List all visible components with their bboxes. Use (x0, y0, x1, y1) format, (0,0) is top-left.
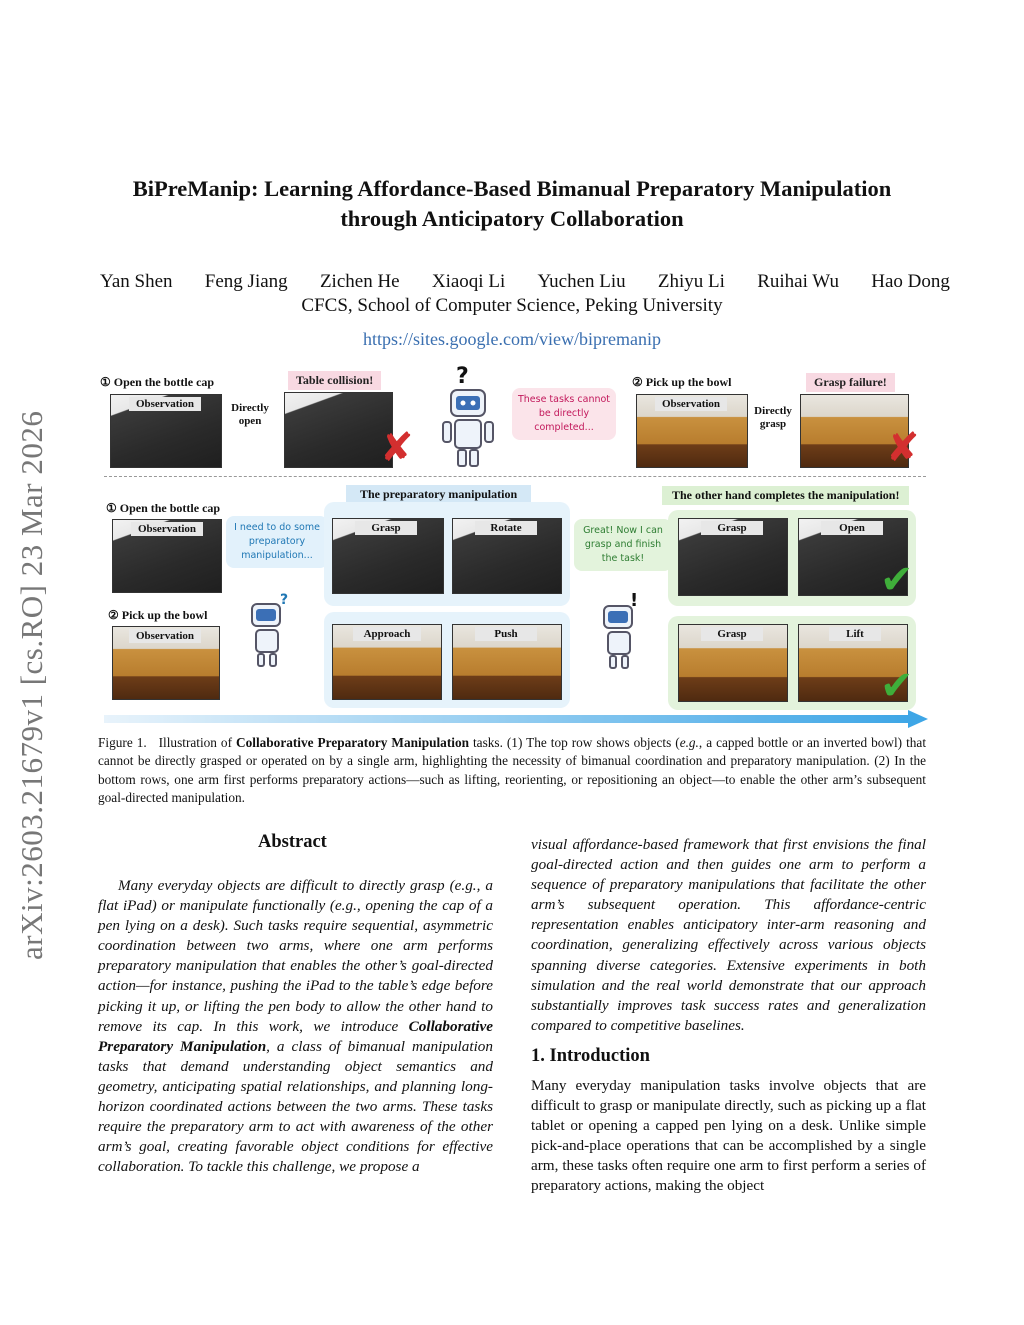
figure-1 (96, 362, 932, 734)
observation-bottle-photo (110, 394, 222, 468)
author: Hao Dong (871, 271, 950, 292)
grasp-tag: Grasp (701, 521, 763, 535)
success-check-icon: ✔ (880, 557, 914, 603)
push-photo (452, 624, 562, 700)
observation-bowl-photo (112, 626, 220, 700)
top-task1-label: ① Open the bottle cap (100, 375, 215, 389)
arxiv-sidebar: arXiv:2603.21679v1 [cs.RO] 23 Mar 2026 (14, 410, 49, 960)
figure-caption: Figure 1. Illustration of Collaborative Preparatory Manipulation tasks. (1) The top row shows objects (e.g., a capped bottle or an inverted bowl) that cannot be directly grasped or operated on by a single arm, highlighting the necessity of bimanual coordination and preparatory manipulation. (2) In the bottom rows, one arm first performs preparatory actions—such as lifting, reorienting, or repositioning an object—to enable the other arm’s subsequent goal-directed manipulation. (98, 735, 927, 805)
failure-cross-icon: ✘ (380, 425, 414, 471)
table-collision-tag: Table collision! (288, 371, 381, 390)
robot-icon (439, 386, 499, 472)
push-tag: Push (475, 627, 537, 641)
exclamation-icon: ! (630, 590, 639, 611)
paper-title: BiPreManip: Learning Affordance-Based Bimanual Preparatory Manipulation through Anticipatory Collaboration (132, 176, 892, 231)
failure-cross-icon: ✘ (886, 425, 920, 471)
success-check-icon: ✔ (880, 663, 914, 709)
robot-thinking-icon (242, 600, 292, 668)
project-link[interactable]: https://sites.google.com/view/bipremanip (363, 329, 661, 349)
robot-happy-icon (594, 602, 644, 670)
bottom-task2-label: ② Pick up the bowl (108, 608, 208, 622)
grasp-tag: Grasp (701, 627, 763, 641)
rotate-tag: Rotate (475, 521, 537, 535)
observation-tag: Observation (129, 629, 201, 643)
author: Yuchen Liu (537, 271, 626, 292)
directly-grasp-label: Directly grasp (754, 405, 792, 430)
observation-bottle-photo (112, 519, 222, 593)
open-tag: Open (821, 521, 883, 535)
lift-tag: Lift (829, 627, 881, 641)
abstract-text-right: visual affordance-based framework that first envisions the final goal-directed action and then guides one arm to perform a sequence of preparatory manipulations that facilitate the other arm’s subsequent operation. This affordance-centric representation enables anticipatory inter-arm reasoning and coordination, generalizing effectively across various objects spanning diverse categories. Extensive experiments in both simulation and the real world demonstrate that our approach substantially improves task success rates and generalization compared to competitive baselines. (531, 836, 926, 1034)
author: Zichen He (319, 271, 400, 292)
author: Ruihai Wu (757, 271, 839, 292)
author: Feng Jiang (204, 271, 288, 292)
grasp-photo-completion (678, 518, 788, 596)
observation-tag: Observation (129, 397, 201, 411)
author-list (100, 271, 950, 293)
divider-line (104, 476, 926, 477)
observation-tag: Observation (131, 522, 203, 536)
question-mark-icon: ? (456, 364, 469, 389)
bottom-task1-label: ① Open the bottle cap (106, 501, 221, 515)
introduction-text: Many everyday manipulation tasks involve objects that are difficult to grasp or manipulate directly, such as picking up a flat tablet or opening a capped pen lying on a desk. Unlike simple pick-and-place operations that can be accomplished by a single arm, these tasks often require one arm to first perform a series of preparatory actions, making the object (531, 1077, 926, 1195)
question-mark-icon: ? (280, 592, 289, 608)
speech-bubble-right: Great! Now I can grasp and finish the task! (574, 519, 672, 571)
speech-bubble-left: I need to do some preparatory manipulation... (226, 516, 328, 568)
observation-tag: Observation (655, 397, 727, 411)
grasp-failure-tag: Grasp failure! (806, 373, 895, 392)
grasp-bowl-photo (678, 624, 788, 702)
other-hand-header: The other hand completes the manipulation! (662, 486, 909, 505)
introduction-heading: 1. Introduction (531, 1046, 650, 1066)
approach-tag: Approach (353, 627, 421, 641)
author: Zhiyu Li (657, 271, 725, 292)
author: Xiaoqi Li (431, 271, 506, 292)
grasp-photo (332, 518, 444, 594)
abstract-text-left: Many everyday objects are difficult to directly grasp (e.g., a flat iPad) or manipulate functionally (e.g., opening the cap of a pen lying on a desk). Such tasks require sequential, asymmetric coordination between two arms, where one arm performs preparatory manipulation that enables the other’s goal-directed action—for instance, pushing the iPad to the table’s edge before picking it up, or lifting the pen body to allow the other hand to remove its cap. In this work, we introduce Collaborative Preparatory Manipulation, a class of bimanual manipulation tasks that demand understanding object semantics and geometry, anticipating spatial relationships, and planning long-horizon coordinated actions between the two arms. These tasks require the preparatory arm to act with awareness of the other arm’s goal, creating favorable object conditions for effective collaboration. To tackle this challenge, we propose a (98, 877, 493, 1176)
approach-photo (332, 624, 442, 700)
rotate-photo (452, 518, 562, 594)
author: Yan Shen (100, 271, 173, 292)
collision-photo (284, 392, 393, 468)
preparatory-header: The preparatory manipulation (346, 485, 531, 504)
top-task2-label: ② Pick up the bowl (632, 375, 732, 389)
directly-open-label: Directly open (231, 402, 269, 427)
abstract-heading: Abstract (258, 832, 327, 852)
observation-bowl-photo (636, 394, 748, 468)
timeline-arrow (104, 710, 932, 728)
grasp-tag: Grasp (355, 521, 417, 535)
affiliation: CFCS, School of Computer Science, Peking University (301, 295, 723, 316)
speech-bubble-top: These tasks cannot be directly completed... (512, 388, 616, 440)
